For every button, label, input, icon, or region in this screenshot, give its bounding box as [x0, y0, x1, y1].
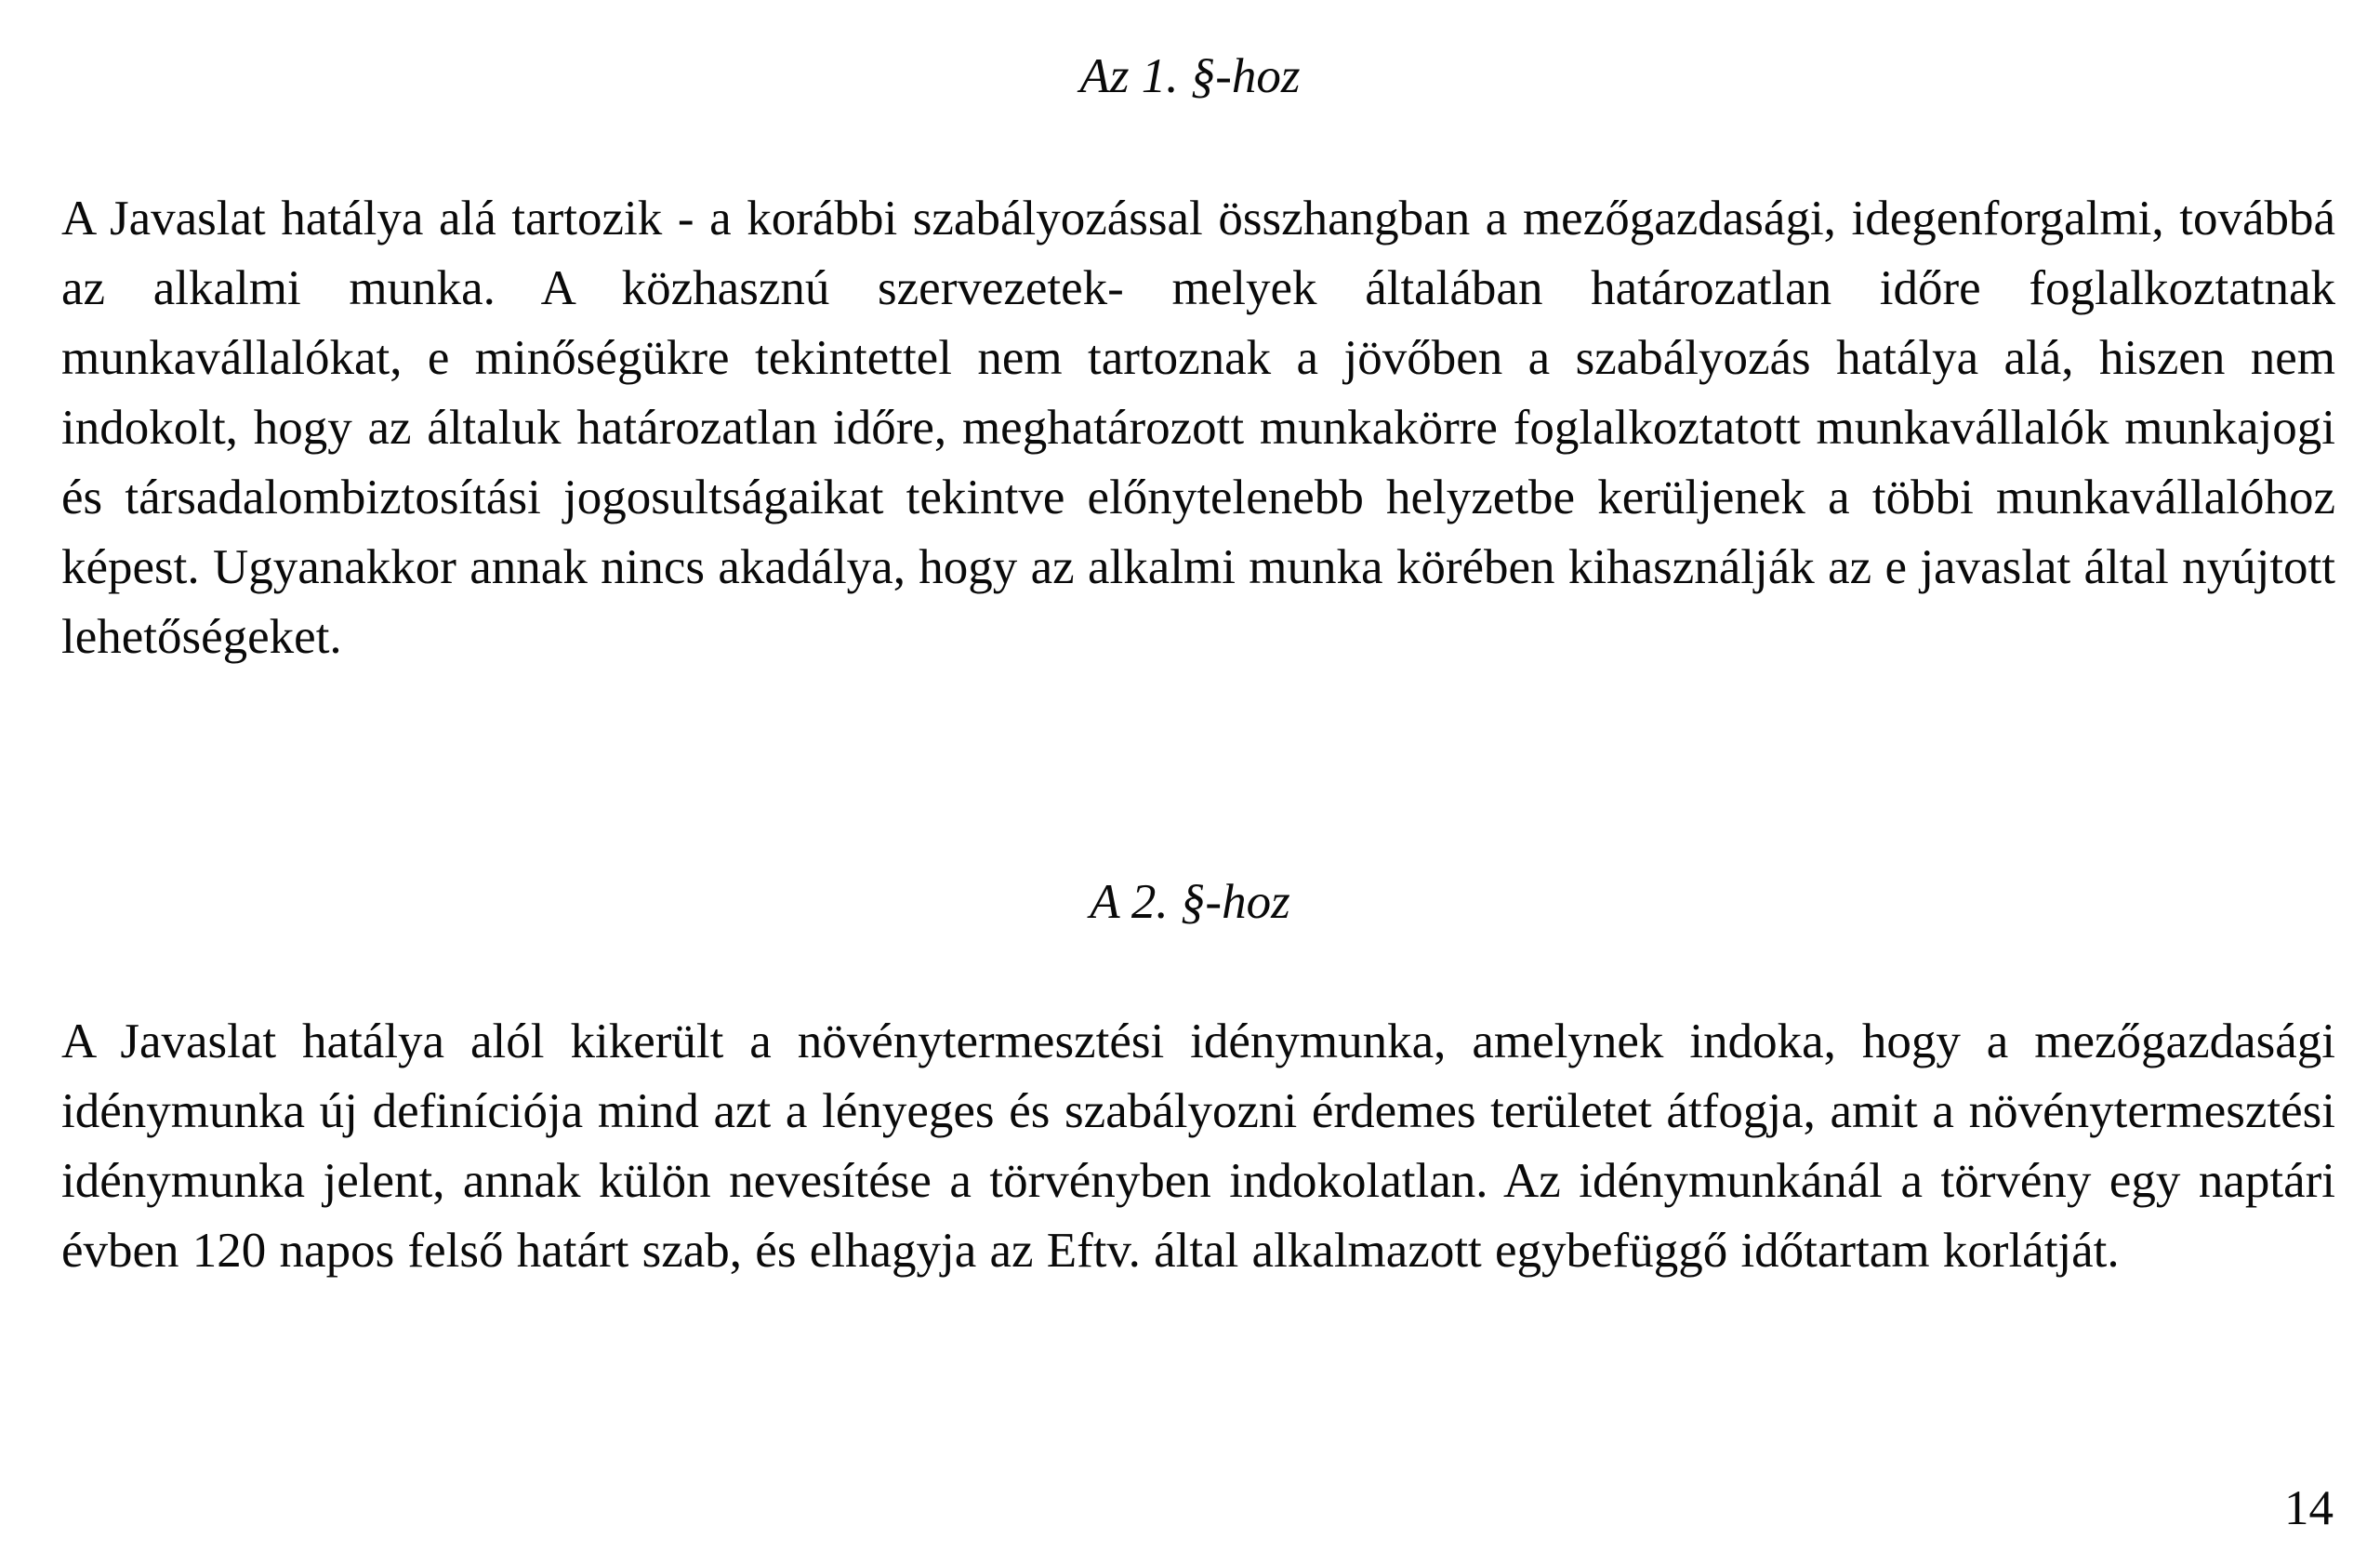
section-2-paragraph: A Javaslat hatálya alól kikerült a növénytermesztési idénymunka, amelynek indoka, hogy a mezőgazdasági idénymunka új definíciója mind azt a lényeges és szabályozni érdemes területet átfogja, amit a növénytermesztési idénymunka jelent, annak külön nevesítése a törvényben indokolatlan. Az idénymunkánál a törvény egy naptári évben 120 napos felső határt szab, és elhagyja az Eftv. által alkalmazott egybefüggő időtartam korlátját. — [61, 1015, 2335, 1278]
section-1-paragraph: A Javaslat hatálya alá tartozik - a korábbi szabályozással összhangban a mezőgazdasági, idegenforgalmi, továbbá az alkalmi munka. A közhasznú szervezetek- melyek általában határozatlan időre foglalkoztatnak munkavállalókat, e minőségükre tekintettel nem tartoznak a jövőben a szabályozás hatálya alá, hiszen nem indokolt, hogy az általuk határozatlan időre, meghatározott munkakörre foglalkoztatott munkavállalók munkajogi és társadalombiztosítási jogosultságaikat tekintve előnytelenebb helyzetbe kerüljenek a többi munkavállalóhoz képest. Ugyanakkor annak nincs akadálya, hogy az alkalmi munka körében kihasználják az e javaslat által nyújtott lehetőségeket. — [61, 192, 2335, 664]
section-2-heading: A 2. §-hoz — [1090, 875, 1290, 929]
section-1-heading: Az 1. §-hoz — [1079, 49, 1301, 103]
page-number: 14 — [2284, 1481, 2334, 1535]
